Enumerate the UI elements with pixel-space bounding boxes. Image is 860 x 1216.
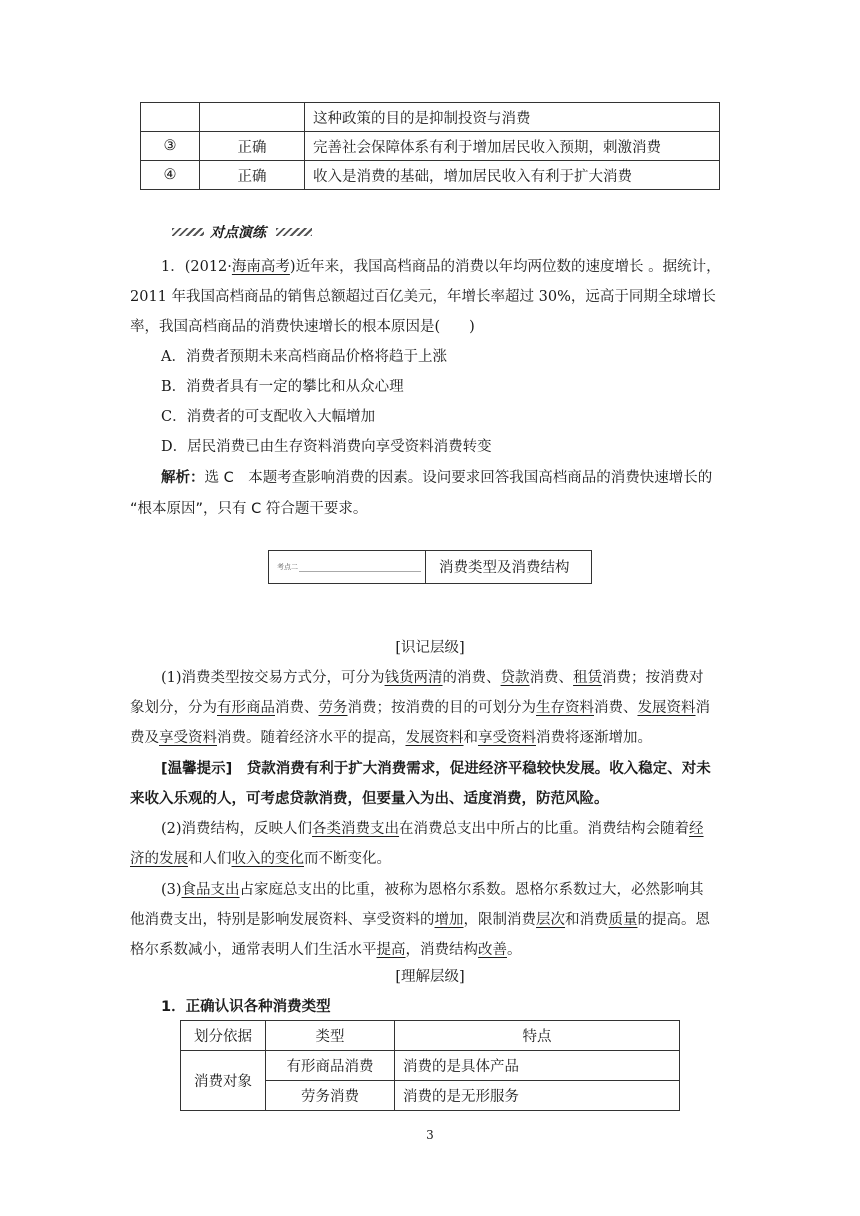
text: 费及 [130,730,159,746]
text: ，限制消费 [463,912,536,928]
level-heading-understand: [理解层级] [395,969,465,985]
table-cell-reason: 收入是消费的基础，增加居民收入有利于扩大消费 [305,161,720,190]
topic-label-area [269,551,426,583]
underlined-term: 济的发展 [130,851,188,867]
p2-line-1 [161,818,731,840]
option-d: D．居民消费已由生存资料消费向享受资料消费转变 [161,439,492,455]
underlined-term: 劳务 [318,700,348,716]
table-cell-feature: 消费的是无形服务 [395,1081,680,1111]
table-cell-reason: 完善社会保障体系有利于增加居民收入预期，刺激消费 [305,132,720,161]
table-cell-group: 消费对象 [181,1051,266,1111]
topic-label-underline [299,571,421,572]
table-header-row [181,1021,680,1051]
table-cell-num: ③ [141,132,200,161]
topic-box [268,550,592,584]
underlined-term: 享受资料 [478,730,536,746]
text: (2)消费结构，反映人们 [161,821,313,837]
topic-title: 消费类型及消费结构 [439,560,570,576]
question-line-1 [161,256,731,278]
table-cell-type: 有形商品消费 [266,1051,395,1081]
underlined-term: 收入的变化 [231,851,304,867]
text: 的提高。恩 [637,912,710,928]
underlined-term: 生存资料 [536,700,594,716]
stripe-decoration-icon [276,228,312,236]
p2-line-2 [130,848,730,870]
underlined-term: 质量 [608,912,638,928]
underlined-term: 发展资料 [637,700,696,716]
analysis-label: 解析： [161,470,205,486]
table-header-cell: 划分依据 [181,1021,266,1051]
question-number: 1．(2012· [161,259,232,275]
underlined-term: 食品支出 [181,882,240,898]
question-line-2: 2011 年我国高档商品的销售总额超过百亿美元，年增长率超过 30%，远高于同期全球增长 [130,289,716,305]
analysis-text: 选 C 本题考查影响消费的因素。设问要求回答我国高档商品的消费快速增长的 [204,470,713,486]
text: 的消费、 [442,670,501,686]
question-text: )近年来，我国高档商品的消费以年均两位数的速度增长 。据统计， [289,259,721,275]
table-cell-verdict: 正确 [200,161,305,190]
underlined-term: 享受资料 [159,730,217,746]
text: 消费。随着经济水平的提高， [217,730,406,746]
underlined-term: 提高 [376,942,406,958]
section-header [172,225,292,239]
question-source: 海南高考 [231,259,290,275]
table-header-cell: 类型 [266,1021,395,1051]
option-b: B．消费者具有一定的攀比和从众心理 [161,379,404,395]
text: 象划分，分为 [130,700,217,716]
table-row [141,132,720,161]
table-row [181,1051,680,1081]
text: 他消费支出，特别是影响发展资料、享受资料的 [130,912,435,928]
tip-label: [温馨提示] [161,761,233,777]
table-cell-num [141,103,200,132]
table-cell-type: 劳务消费 [266,1081,395,1111]
table-cell-feature: 消费的是具体产品 [395,1051,680,1081]
text: 消费将逐渐增加。 [536,730,652,746]
section-heading: 1．正确认识各种消费类型 [161,999,331,1015]
text: 消费；按消费对 [602,670,704,686]
option-a: A．消费者预期未来高档商品价格将趋于上涨 [161,349,447,365]
text: (3) [161,882,182,898]
p3-line-1 [161,879,731,901]
text: 和人们 [188,851,232,867]
p3-line-3 [130,939,730,961]
table-cell-verdict: 正确 [200,132,305,161]
stripe-decoration-icon [172,228,204,236]
underlined-term: 各类消费支出 [312,821,400,837]
p1-line-3 [130,727,730,749]
option-c: C．消费者的可支配收入大幅增加 [161,409,376,425]
question-line-3: 率，我国高档商品的消费快速增长的根本原因是( ) [130,319,475,335]
underlined-term: 改善 [478,942,507,958]
text: ，消费结构 [405,942,478,958]
tip-text: 贷款消费有利于扩大消费需求，促进经济平稳较快发展。收入稳定、对未 [232,761,711,777]
text: 。 [507,942,522,958]
text: 在消费总支出中所占的比重。消费结构会随着 [399,821,690,837]
text: 消费；按消费的目的可划分为 [347,700,536,716]
table-row [141,161,720,190]
p1-line-2 [130,697,730,719]
table-cell-num: ④ [141,161,200,190]
tip-line-2: 来收入乐观的人，可考虑贷款消费，但要量入为出、适度消费，防范风险。 [130,791,609,807]
p1-line-1 [161,667,731,689]
underlined-term: 钱货两清 [384,670,443,686]
underlined-term: 贷款 [500,670,530,686]
tip-line-1 [161,758,731,780]
text: (1)消费类型按交易方式分，可分为 [161,670,385,686]
table-row [141,103,720,132]
topic-small-label: 考点二 [277,563,298,571]
page-number: 3 [426,1128,434,1142]
table-header-cell: 特点 [395,1021,680,1051]
text: 格尔系数减小，通常表明人们生活水平 [130,942,377,958]
text: 占家庭总支出的比重，被称为恩格尔系数。恩格尔系数过大，必然影响其 [239,882,704,898]
text: 而不断变化。 [304,851,391,867]
text: 消费、 [529,670,574,686]
underlined-term: 租赁 [573,670,603,686]
analysis-line-1 [161,467,731,489]
analysis-line-2: “根本原因”，只有 C 符合题干要求。 [130,501,368,517]
underlined-term: 增加 [434,912,464,928]
consumption-types-table [180,1020,680,1111]
text: 消费、 [594,700,638,716]
underlined-term: 发展资料 [405,730,464,746]
top-comparison-table [140,102,720,190]
level-heading-recall: [识记层级] [395,640,465,656]
text: 消费、 [275,700,319,716]
table-cell-verdict [200,103,305,132]
text: 和 [463,730,478,746]
p3-line-2 [130,909,730,931]
text: 和消费 [565,912,609,928]
underlined-term: 层次 [536,912,565,928]
text: 消 [695,700,710,716]
underlined-term: 经 [689,821,704,837]
section-header-label: 对点演练 [210,225,266,241]
underlined-term: 有形商品 [217,700,275,716]
table-cell-reason: 这种政策的目的是抑制投资与消费 [305,103,720,132]
